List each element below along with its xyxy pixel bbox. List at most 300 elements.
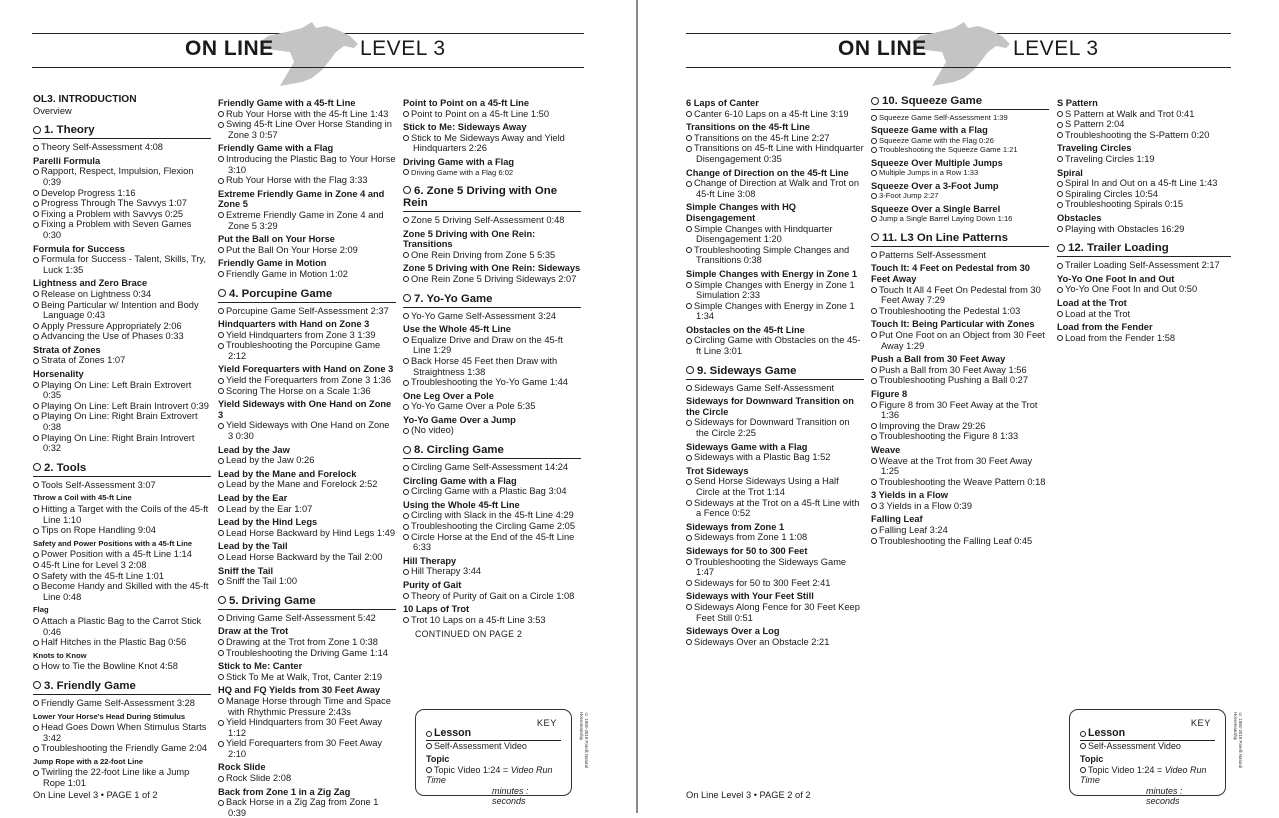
video-item xyxy=(33,300,211,321)
checkbox-circle-icon xyxy=(871,367,877,373)
video-item xyxy=(871,400,1049,421)
video-item xyxy=(871,501,1049,512)
topic-heading-label: HQ and FQ Yields from 30 Feet Away xyxy=(218,685,381,696)
checkbox-circle-icon xyxy=(686,303,692,309)
video-item xyxy=(33,289,211,300)
checkbox-circle-icon xyxy=(33,700,39,706)
video-item-label: Release on Lightness 0:34 xyxy=(41,288,152,299)
video-item-label: Sideways Game Self-Assessment xyxy=(694,382,835,393)
checkbox-circle-icon xyxy=(871,423,877,429)
checkbox-circle-icon xyxy=(871,147,877,153)
checkbox-circle-icon xyxy=(686,559,692,565)
video-item-label: Sniff the Tail 1:00 xyxy=(226,576,297,587)
video-item-label: S Pattern 2:04 xyxy=(1065,119,1125,130)
checkbox-circle-icon xyxy=(871,138,877,144)
section-heading-label: 11. L3 On Line Patterns xyxy=(882,231,1008,244)
video-item-label: Troubleshooting the Sideways Game 1:47 xyxy=(694,556,847,578)
topic-heading xyxy=(871,490,1049,501)
section-heading xyxy=(1057,242,1231,257)
section-heading xyxy=(871,232,1049,247)
checkbox-circle-icon xyxy=(403,313,409,319)
checkbox-circle-icon xyxy=(871,287,877,293)
header-level: LEVEL 3 xyxy=(1013,37,1099,60)
video-item xyxy=(33,504,211,525)
checkbox-circle-icon xyxy=(218,639,224,645)
topic-heading xyxy=(403,500,581,511)
checkbox-circle-icon xyxy=(686,226,692,232)
topic-heading-label: Stick to Me: Canter xyxy=(218,661,303,672)
video-item xyxy=(686,133,864,144)
checkbox-circle-icon xyxy=(218,596,226,604)
topic-heading xyxy=(403,229,581,250)
video-item xyxy=(1057,109,1231,120)
page-fold-divider xyxy=(636,0,638,813)
checkbox-circle-icon xyxy=(686,146,692,152)
topic-heading xyxy=(871,319,1049,330)
checkbox-circle-icon xyxy=(218,674,224,680)
video-item xyxy=(403,425,581,436)
video-item-label: Troubleshooting the Pedestal 1:03 xyxy=(879,305,1021,316)
video-item xyxy=(218,119,396,140)
copyright-note: © 1992-2018 Parelli Natural Horsemanship xyxy=(579,712,589,769)
video-item-label: Yield Hindquarters from Zone 3 1:39 xyxy=(226,329,376,340)
checkbox-circle-icon xyxy=(33,725,39,731)
topic-heading-label: Load at the Trot xyxy=(1057,297,1127,308)
checkbox-circle-icon xyxy=(218,698,224,704)
video-item xyxy=(686,476,864,497)
section-heading xyxy=(33,124,211,139)
video-item-label: Playing On Line: Right Brain Extrovert 0:38 xyxy=(41,411,198,433)
video-item-label: Lead by the Mane and Forelock 2:52 xyxy=(226,479,378,490)
topic-heading xyxy=(33,539,211,550)
video-item xyxy=(33,480,211,491)
checkbox-circle-icon xyxy=(33,618,39,624)
checkbox-circle-icon xyxy=(33,746,39,752)
video-item xyxy=(33,616,211,637)
checkbox-circle-icon xyxy=(403,294,411,302)
checkbox-circle-icon xyxy=(403,380,409,386)
video-item-label: Point to Point on a 45-ft Line 1:50 xyxy=(411,108,550,119)
topic-heading xyxy=(871,181,1049,192)
video-item xyxy=(403,532,581,553)
video-item-label: Tips on Rope Handling 9:04 xyxy=(41,525,156,536)
video-item-label: Playing On Line: Left Brain Extrovert 0:35 xyxy=(41,379,192,401)
checkbox-circle-icon xyxy=(403,111,409,117)
video-item xyxy=(33,355,211,366)
checkbox-circle-icon xyxy=(871,458,877,464)
checkbox-circle-icon xyxy=(218,289,226,297)
topic-heading-label: Lead by the Hind Legs xyxy=(218,517,318,528)
topic-heading xyxy=(403,604,581,615)
video-item xyxy=(403,168,581,177)
video-item-label: Simple Changes with Hindquarter Disengagement 1:20 xyxy=(694,223,833,245)
checkbox-circle-icon xyxy=(686,366,694,374)
video-item-label: Yield Forequarters from 30 Feet Away 2:10 xyxy=(226,738,383,759)
video-item xyxy=(403,377,581,388)
checkbox-circle-icon xyxy=(218,388,224,394)
video-item xyxy=(403,521,581,532)
topic-heading xyxy=(33,493,211,504)
checkbox-circle-icon xyxy=(1057,244,1065,252)
video-item xyxy=(871,330,1049,351)
checkbox-circle-icon xyxy=(218,308,224,314)
video-item-label: Yield the Forequarters from Zone 3 1:36 xyxy=(226,375,392,386)
video-item xyxy=(686,109,864,120)
topic-heading xyxy=(1057,143,1231,154)
video-item-label: Sideways with a Plastic Bag 1:52 xyxy=(694,452,831,463)
topic-heading-label: Use the Whole 45-ft Line xyxy=(403,324,511,335)
video-item xyxy=(871,250,1049,261)
video-item-label: Trot 10 Laps on a 45-ft Line 3:53 xyxy=(411,614,546,625)
checkbox-circle-icon xyxy=(1057,191,1063,197)
video-item-label: Yo-Yo Game Self-Assessment 3:24 xyxy=(411,310,557,321)
video-item-label: Fixing a Problem with Savvys 0:25 xyxy=(41,208,184,219)
video-item xyxy=(33,743,211,754)
checkbox-circle-icon xyxy=(403,252,409,258)
checkbox-circle-icon xyxy=(686,420,692,426)
video-item xyxy=(686,224,864,245)
video-item xyxy=(871,456,1049,477)
topic-heading-label: Change of Direction on the 45-ft Line xyxy=(686,167,849,178)
checkbox-circle-icon xyxy=(218,378,224,384)
checkbox-circle-icon xyxy=(218,506,224,512)
video-item-label: Advancing the Use of Phases 0:33 xyxy=(41,331,184,342)
video-item xyxy=(871,421,1049,432)
video-item xyxy=(403,591,581,602)
key-video-run-time: Video Run Time xyxy=(1080,764,1207,785)
topic-heading xyxy=(403,391,581,402)
section-heading-label: 12. Trailer Loading xyxy=(1068,242,1169,255)
video-item xyxy=(218,455,396,466)
checkbox-circle-icon xyxy=(686,604,692,610)
checkbox-circle-icon xyxy=(403,617,409,623)
checkbox-circle-icon xyxy=(218,579,224,585)
video-item xyxy=(686,602,864,623)
header-rule-bottom xyxy=(686,67,1231,68)
video-item xyxy=(1057,260,1231,271)
checkbox-circle-icon xyxy=(1057,287,1063,293)
header-rule-bottom xyxy=(32,67,584,68)
video-item xyxy=(218,420,396,441)
checkbox-circle-icon xyxy=(686,135,692,141)
video-item xyxy=(218,375,396,386)
video-item-label: Troubleshooting the Friendly Game 2:04 xyxy=(41,743,208,754)
video-item-label: Troubleshooting the Falling Leaf 0:45 xyxy=(879,535,1033,546)
video-item-label: Safety with the 45-ft Line 1:01 xyxy=(41,570,165,581)
video-item xyxy=(33,722,211,743)
topic-heading xyxy=(403,580,581,591)
checkbox-circle-icon xyxy=(33,640,39,646)
topic-heading-label: Figure 8 xyxy=(871,388,908,399)
checkbox-circle-icon xyxy=(218,423,224,429)
video-item-label: 3 Yields in a Flow 0:39 xyxy=(879,500,973,511)
checkbox-circle-icon xyxy=(33,664,39,670)
video-item xyxy=(403,615,581,626)
video-item xyxy=(1057,199,1231,210)
video-item xyxy=(686,143,864,164)
section-heading xyxy=(33,95,211,106)
page2-column-3 xyxy=(1057,95,1231,343)
topic-heading xyxy=(218,517,396,528)
video-item-label: Put the Ball On Your Horse 2:09 xyxy=(226,244,358,255)
video-item xyxy=(686,578,864,589)
video-item-label: Load from the Fender 1:58 xyxy=(1065,332,1176,343)
video-item-label: Troubleshooting the Driving Game 1:14 xyxy=(226,647,388,658)
video-item-label: Transitions on the 45-ft Line 2:27 xyxy=(694,132,830,143)
video-item-label: Yo-Yo Game Over a Pole 5:35 xyxy=(411,401,536,412)
video-item-label: Develop Progress 1:16 xyxy=(41,187,136,198)
checkbox-circle-icon xyxy=(218,776,224,782)
topic-heading xyxy=(1057,168,1231,179)
checkbox-circle-icon xyxy=(33,126,41,134)
video-item xyxy=(33,254,211,275)
video-item xyxy=(33,142,211,153)
video-item xyxy=(871,365,1049,376)
checkbox-circle-icon xyxy=(1057,202,1063,208)
video-item xyxy=(686,178,864,199)
checkbox-circle-icon xyxy=(33,257,39,263)
video-item-label: Yield Hindquarters from 30 Feet Away 1:12 xyxy=(226,717,383,738)
checkbox-circle-icon xyxy=(686,338,692,344)
video-item xyxy=(33,411,211,432)
video-item-label: 45-ft Line for Level 3 2:08 xyxy=(41,559,147,570)
key-topic: Topic xyxy=(426,754,450,764)
video-item xyxy=(218,576,396,587)
checkbox-circle-icon xyxy=(33,562,39,568)
video-item xyxy=(871,285,1049,306)
checkbox-circle-icon xyxy=(33,403,39,409)
video-item-label: Troubleshooting the Circling Game 2:05 xyxy=(411,521,575,532)
checkbox-circle-icon xyxy=(403,593,409,599)
key-lesson-label: Lesson xyxy=(434,727,472,739)
topic-heading-label: Friendly Game with a Flag xyxy=(218,143,334,154)
video-item-label: Touch It All 4 Feet On Pedestal from 30 Feet Away 7:29 xyxy=(879,284,1041,306)
video-item xyxy=(1057,119,1231,130)
checkbox-circle-icon xyxy=(1057,311,1063,317)
key-minutes-seconds: minutes : seconds xyxy=(1146,785,1183,806)
video-item xyxy=(686,417,864,438)
video-item-label: Twirling the 22-foot Line like a Jump Rope 1:01 xyxy=(41,767,190,789)
key-video-run-time: Video Run Time xyxy=(426,764,553,785)
key-title: KEY xyxy=(536,718,557,728)
checkbox-circle-icon xyxy=(403,524,409,530)
topic-heading-label: Sideways for Downward Transition on the Circle xyxy=(686,396,854,417)
section-heading-label: 1. Theory xyxy=(44,124,95,137)
checkbox-circle-icon xyxy=(218,332,224,338)
checkbox-circle-icon xyxy=(871,193,877,199)
topic-heading-label: 10 Laps of Trot xyxy=(403,604,470,615)
topic-heading xyxy=(218,541,396,552)
key-lesson xyxy=(426,728,561,741)
checkbox-circle-icon xyxy=(686,535,692,541)
topic-heading xyxy=(686,396,864,417)
checkbox-circle-icon xyxy=(33,573,39,579)
key-self-assessment-label: Self-Assessment Video xyxy=(434,740,527,751)
video-item-label: Lead by the Jaw 0:26 xyxy=(226,455,315,466)
video-item xyxy=(33,321,211,332)
topic-heading xyxy=(686,122,864,133)
topic-heading xyxy=(403,556,581,567)
section-heading-label: 5. Driving Game xyxy=(229,594,316,607)
video-item xyxy=(218,648,396,659)
video-item xyxy=(1057,224,1231,235)
video-item-label: Spiral In and Out on a 45-ft Line 1:43 xyxy=(1065,178,1218,189)
topic-heading xyxy=(686,591,864,602)
topic-heading-label: Weave xyxy=(871,444,901,455)
video-item-label: Yo-Yo One Foot In and Out 0:50 xyxy=(1065,284,1198,295)
header-title: ON LINE xyxy=(185,37,274,60)
video-item xyxy=(218,773,396,784)
video-item-label: Head Goes Down When Stimulus Starts 3:42 xyxy=(41,722,207,743)
page-1 xyxy=(0,0,636,818)
key-minutes-seconds: minutes : seconds xyxy=(492,785,529,806)
topic-heading-label: Formula for Success xyxy=(33,243,125,254)
topic-heading-label: Circling Game with a Flag xyxy=(403,475,517,486)
topic-heading xyxy=(871,158,1049,169)
video-item-label: Formula for Success - Talent, Skills, Try, Luck 1:35 xyxy=(41,254,206,275)
header-title: ON LINE xyxy=(838,37,927,60)
topic-heading-label: Lead by the Ear xyxy=(218,493,288,503)
checkbox-circle-icon xyxy=(871,479,877,485)
video-item-label: Playing On Line: Left Brain Introvert 0:39 xyxy=(41,400,209,411)
video-item-label: Troubleshooting Pushing a Ball 0:27 xyxy=(879,375,1029,386)
checkbox-circle-icon xyxy=(33,334,39,340)
video-item-label: Equalize Drive and Draw on the 45-ft Line 1:29 xyxy=(411,334,563,356)
video-item-label: How to Tie the Bowline Knot 4:58 xyxy=(41,661,178,672)
checkbox-circle-icon xyxy=(218,482,224,488)
circle-icon xyxy=(426,743,432,749)
section-heading-label: OL3. INTRODUCTION xyxy=(33,94,137,105)
topic-heading-label: Transitions on the 45-ft Line xyxy=(686,122,810,133)
topic-heading-label: Obstacles xyxy=(1057,212,1102,223)
checkbox-circle-icon xyxy=(1057,263,1063,269)
video-item xyxy=(686,280,864,301)
video-item xyxy=(218,386,396,397)
video-item xyxy=(218,672,396,683)
video-item xyxy=(1057,284,1231,295)
checkbox-circle-icon xyxy=(1057,132,1063,138)
topic-heading xyxy=(403,415,581,426)
checkbox-circle-icon xyxy=(1057,156,1063,162)
checkbox-circle-icon xyxy=(33,770,39,776)
video-item xyxy=(871,168,1049,177)
section-heading-label: 6. Zone 5 Driving with One Rein xyxy=(403,184,558,209)
topic-heading-label: Squeeze Over a Single Barrel xyxy=(871,203,1001,214)
topic-heading xyxy=(218,445,396,456)
topic-heading-label: Lead by the Mane and Forelock xyxy=(218,468,357,479)
video-item xyxy=(218,479,396,490)
video-item xyxy=(403,311,581,322)
video-item-label: Apply Pressure Appropriately 2:06 xyxy=(41,320,182,331)
topic-heading-label: Falling Leaf xyxy=(871,514,923,525)
checkbox-circle-icon xyxy=(1057,335,1063,341)
topic-heading xyxy=(871,445,1049,456)
video-item-label: Sideways Along Fence for 30 Feet Keep Feet Still 0:51 xyxy=(694,601,860,623)
checkbox-circle-icon xyxy=(33,211,39,217)
topic-heading-label: Sideways for 50 to 300 Feet xyxy=(686,545,808,556)
key-topic: Topic xyxy=(1080,754,1104,764)
checkbox-circle-icon xyxy=(871,402,877,408)
topic-heading xyxy=(218,98,396,109)
video-item-label: Change of Direction at Walk and Trot on 45-ft Line 3:08 xyxy=(694,178,860,199)
checkbox-circle-icon xyxy=(686,479,692,485)
video-item-label: Lead Horse Backward by the Tail 2:00 xyxy=(226,551,383,562)
checkbox-circle-icon xyxy=(871,503,877,509)
checkbox-circle-icon xyxy=(403,446,411,454)
video-item-label: Rub Your Horse with the 45-ft Line 1:43 xyxy=(226,108,389,119)
topic-heading-label: Zone 5 Driving with One Rein: Transitions xyxy=(403,228,536,250)
circle-icon xyxy=(426,731,432,737)
topic-heading xyxy=(1057,98,1231,109)
video-item xyxy=(33,188,211,199)
section-heading xyxy=(218,595,396,610)
video-item-label: Swing 45-ft Line Over Horse Standing in Zone 3 0:57 xyxy=(226,119,392,140)
topic-heading-label: One Leg Over a Pole xyxy=(403,390,494,401)
checkbox-circle-icon xyxy=(218,156,224,162)
checkbox-circle-icon xyxy=(686,639,692,645)
topic-heading-label: Parelli Formula xyxy=(33,155,101,166)
checkbox-circle-icon xyxy=(218,247,224,253)
topic-heading xyxy=(686,269,864,280)
checkbox-circle-icon xyxy=(871,378,877,384)
topic-heading xyxy=(403,263,581,274)
topic-heading xyxy=(218,143,396,154)
checkbox-circle-icon xyxy=(33,584,39,590)
checkbox-circle-icon xyxy=(218,111,224,117)
section-heading-label: 10. Squeeze Game xyxy=(882,95,983,107)
checkbox-circle-icon xyxy=(33,358,39,364)
continued-note: CONTINUED ON PAGE 2 xyxy=(415,629,523,639)
key-equals: = xyxy=(1156,764,1163,775)
checkbox-circle-icon xyxy=(33,169,39,175)
video-item-label: Circling Game with Obstacles on the 45-ft Line 3:01 xyxy=(694,335,861,357)
checkbox-circle-icon xyxy=(33,528,39,534)
topic-heading-label: Obstacles on the 45-ft Line xyxy=(686,324,805,335)
video-item xyxy=(871,536,1049,547)
video-item xyxy=(1057,333,1231,344)
video-item xyxy=(403,486,581,497)
checkbox-circle-icon xyxy=(218,343,224,349)
checkbox-circle-icon xyxy=(1057,111,1063,117)
video-item xyxy=(871,113,1049,122)
checkbox-circle-icon xyxy=(33,552,39,558)
key-self-assessment xyxy=(426,741,561,752)
video-item xyxy=(33,198,211,209)
topic-heading-label: Traveling Circles xyxy=(1057,143,1132,154)
video-item-label: Progress Through The Savvys 1:07 xyxy=(41,198,187,209)
topic-heading-label: Push a Ball from 30 Feet Away xyxy=(871,354,1006,365)
topic-heading-label: 3 Yields in a Flow xyxy=(871,490,948,501)
checkbox-circle-icon xyxy=(871,308,877,314)
topic-heading xyxy=(403,98,581,109)
topic-heading xyxy=(218,189,396,210)
checkbox-circle-icon xyxy=(403,358,409,364)
checkbox-circle-icon xyxy=(403,534,409,540)
video-item xyxy=(33,637,211,648)
video-item-label: (No video) xyxy=(411,425,454,436)
video-item xyxy=(1057,130,1231,141)
video-item-label: Playing with Obstacles 16:29 xyxy=(1065,223,1185,234)
video-item xyxy=(218,552,396,563)
video-item xyxy=(218,340,396,361)
topic-heading-label: Simple Changes with Energy in Zone 1 xyxy=(686,268,857,279)
checkbox-circle-icon xyxy=(403,217,409,223)
lesson-text xyxy=(33,106,211,117)
topic-heading-label: Strata of Zones xyxy=(33,344,101,355)
key-topic-video-label: Topic Video 1:24 xyxy=(434,764,501,775)
topic-heading xyxy=(218,762,396,773)
page2-column-1 xyxy=(686,95,864,647)
